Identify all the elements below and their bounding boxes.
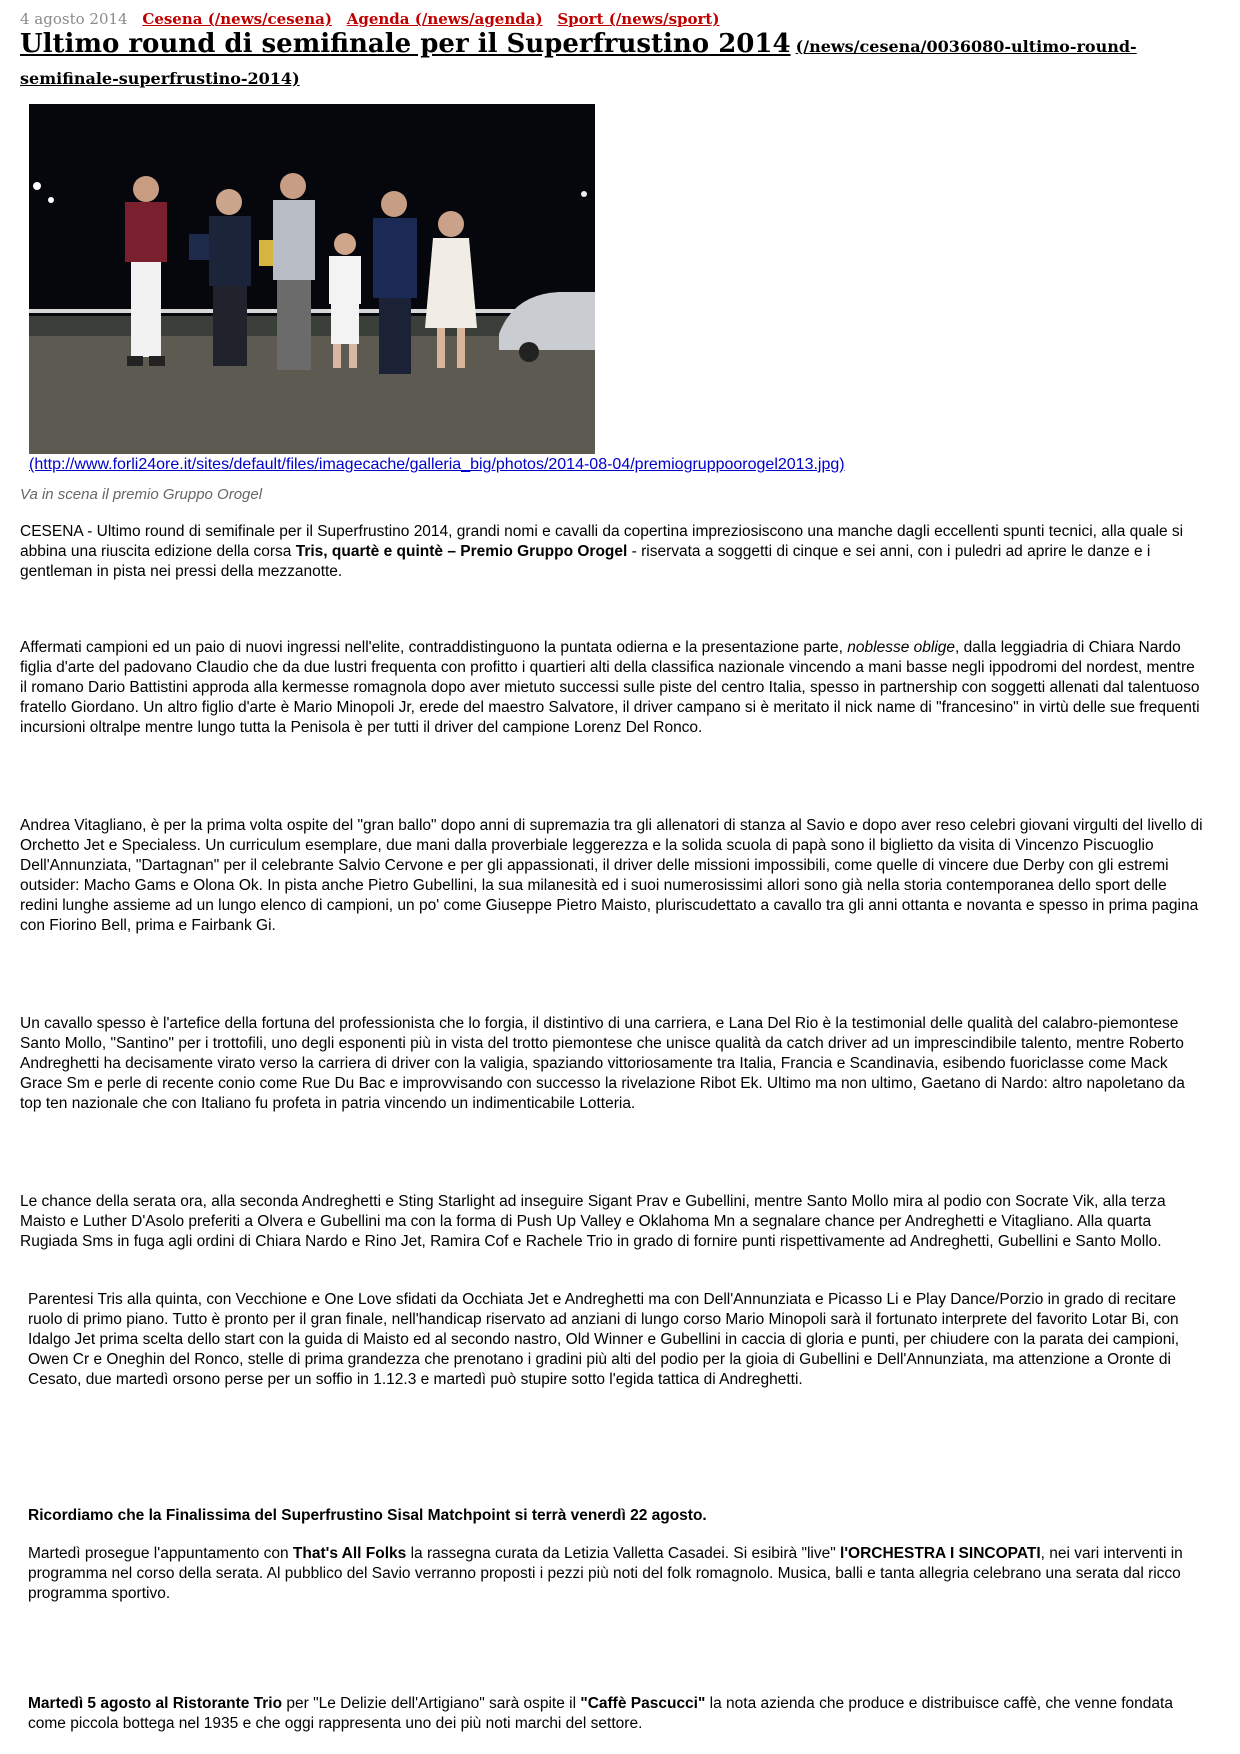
paragraph-2-text-c: , dalla leggiadria di Chiara Nardo figlia d'arte del padovano Claudio che da due lustri frequenta con profitto i quartieri alti della classifica nazionale vincendo a mani basse negli ippodromi del nordest, mentre il romano Dario Battistini approda alla kermesse romagnola dopo aver mietuto successi sulle piste del centro Italia, spesso in partnership con soggetti allenati dal talentuoso fratello Giordano. Un altro figlio d'arte è Mario Minopoli Jr, erede del maestro Salvatore, il driver campano si è meritato il nick name di "francesino" in virtù delle sue frequenti incursioni oltralpe mentre lungo tutta la Penisola è per tutti il driver del campione Lorenz Del Ronco.: [20, 639, 1200, 736]
paragraph-1: [20, 522, 1205, 582]
paragraph-8-text-e: , nei vari interventi in programma nel corso della serata. Al pubblico del Savio verranno proposti i pezzi più noti del folk romagnolo. Musica, balli e tanta allegria celebrano una serata dal ricco programma sportivo.: [28, 1545, 1183, 1602]
paragraph-7: Ricordiamo che la Finalissima del Superfrustino Sisal Matchpoint si terrà venerdì 22 agosto.: [28, 1507, 707, 1524]
paragraph-1-bold: Tris, quartè e quintè – Premio Gruppo Orogel: [295, 543, 628, 560]
paragraph-6: Parentesi Tris alla quinta, con Vecchione e One Love sfidati da Occhiata Jet e Andreghetti ma con Dell'Annunziata e Picasso Li e Play Dance/Porzio in grado di recitare ruolo di primo piano. Tutto è pronto per il gran finale, nell'handicap riservato ad anziani di lungo corso Mario Minopoli sarà il fortunato interprete del favorito Lotar Bi, con Idalgo Jet prima scelta dello start con la guida di Maisto ed al secondo nastro, Old Winner e Gubellini in caccia di gloria e punti, per chiudere con la parata dei campioni, Owen Cr e Oneghin del Ronco, stelle di prima grandezza che prenotano i gradini più alti del podio per la gioia di Gubellini e Dell'Annunziata, ma attenzione a Oronte di Cesato, due martedì orsono perse per un soffio in 1.12.3 e martedì può stupire sotto l'egida tattica di Andreghetti.: [28, 1291, 1180, 1388]
paragraph-1-text-a: CESENA - Ultimo round di semifinale per il Superfrustino 2014, grandi nomi e cavalli da copertina impreziosiscono una manche dagli eccellenti spunti tecnici, alla quale si abbina una riuscita edizione della corsa: [20, 523, 1184, 560]
paragraph-2: [20, 638, 1205, 738]
paragraph-2-text-a: Affermati campioni ed un paio di nuovi ingressi nell'elite, contraddistinguono la puntata odierna e la presentazione parte,: [20, 639, 848, 656]
paragraph-1-text-c: - riservata a soggetti di cinque e sei anni, con i puledri ad aprire le danze e i gentleman in pista nei pressi della mezzanotte.: [20, 543, 1151, 580]
paragraph-3: Andrea Vitagliano, è per la prima volta ospite del "gran ballo" dopo anni di supremazia tra gli allenatori di stanza al Savio e dopo aver reso celebri giovani virgulti del livello di Orchetto Jet e Specialess. Un curriculum esemplare, due mani dalla proverbiale leggerezza e la solida scuola di papà sono il biglietto da visita di Vincenzo Piscuoglio Dell'Annunziata, "Dartagnan" per il celebrante Salvio Cervone e per gli appassionati, il driver delle missioni impossibili, come quelle di vincere due Derby con gli estremi outsider: Macho Gams e Olona Ok. In pista anche Pietro Gubellini, la sua milanesità ed i suoi numerosissimi allori sono già nella storia contemporanea dello sport delle redini lunghe assieme ad un lungo elenco di campioni, un po' come Giuseppe Pietro Maisto, pluriscudettato a cavallo tra gli anni ottanta e novanta e spesso in prima pagina con Fiorino Bell, prima e Fairbank Gi.: [20, 817, 1203, 934]
image-caption: Va in scena il premio Gruppo Orogel: [20, 486, 263, 503]
paragraph-8: [28, 1544, 1206, 1604]
paragraph-9: [28, 1694, 1206, 1734]
article-title-url[interactable]: (/news/cesena/0036080-ultimo-round-semifinale-superfrustino-2014): [20, 37, 1137, 88]
paragraph-9-text-b: per "Le Delizie dell'Artigiano" sarà ospite il: [282, 1695, 581, 1712]
paragraph-5: Le chance della serata ora, alla seconda Andreghetti e Sting Starlight ad inseguire Sigant Prav e Gubellini, mentre Santo Mollo mira al podio con Socrate Vik, alla terza Maisto e Luther D'Asolo preferiti a Olvera e Gubellini ma con la forma di Push Up Valley e Oklahoma Mn a segnalare chance per Andreghetti e Vitagliano. Alla quarta Rugiada Sms in fuga agli ordini di Chiara Nardo e Rino Jet, Ramira Cof e Rachele Trio in grado di fornire punti rispettivamente ad Andreghetti, Gubellini e Santo Mollo.: [20, 1193, 1166, 1250]
paragraph-4: Un cavallo spesso è l'artefice della fortuna del professionista che lo forgia, il distintivo di una carriera, e Lana Del Rio è la testimonial delle qualità del calabro-piemontese Santo Mollo, "Santino" per i trottofili, uno degli esponenti più in vista del trotto piemontese che unisce qualità da catch driver ad un imprescindibile talento, mentre Roberto Andreghetti ha decisamente virato verso la carriera di driver con la valigia, spaziando vittoriosamente tra Italia, Francia e Scandinavia, esibendo fuoriclasse come Mack Grace Sm e perle di recente conio come Rue Du Bac e improvvisando con successo la rivelazione Ribot Ek. Ultimo ma non ultimo, Gaetano di Nardo: altro napoletano da top ten nazionale che con Italiano fu profeta in patria vincendo un indimenticabile Lotteria.: [20, 1015, 1185, 1112]
paragraph-8-bold-b: That's All Folks: [292, 1545, 407, 1562]
category-link-sport[interactable]: Sport (/news/sport): [557, 10, 720, 28]
article-meta: [20, 10, 729, 28]
article-headline: [20, 28, 1220, 95]
paragraph-9-bold-c: "Caffè Pascucci": [580, 1695, 706, 1712]
article-date: 4 agosto 2014: [20, 10, 128, 28]
paragraph-8-text-a: Martedì prosegue l'appuntamento con: [28, 1545, 293, 1562]
article-title[interactable]: Ultimo round di semifinale per il Superfrustino 2014: [20, 29, 791, 59]
paragraph-9-text-d: la nota azienda che produce e distribuisce caffè, che venne fondata come piccola bottega nel 1935 e che oggi rappresenta uno dei più noti marchi del settore.: [28, 1695, 1173, 1732]
image-source-link[interactable]: (http://www.forli24ore.it/sites/default/files/imagecache/galleria_big/photos/2014-08-04/premiogruppoorogel2013.jpg): [29, 456, 845, 473]
paragraph-8-text-c: la rassegna curata da Letizia Valletta Casadei. Si esibirà "live": [406, 1545, 841, 1562]
category-link-cesena[interactable]: Cesena (/news/cesena): [142, 10, 332, 28]
paragraph-8-bold-d: l'ORCHESTRA I SINCOPATI: [840, 1545, 1041, 1562]
category-link-agenda[interactable]: Agenda (/news/agenda): [346, 10, 543, 28]
article-photo: [29, 104, 595, 454]
paragraph-9-bold-a: Martedì 5 agosto al Ristorante Trio: [28, 1695, 283, 1712]
paragraph-2-italic: noblesse oblige: [847, 639, 956, 656]
